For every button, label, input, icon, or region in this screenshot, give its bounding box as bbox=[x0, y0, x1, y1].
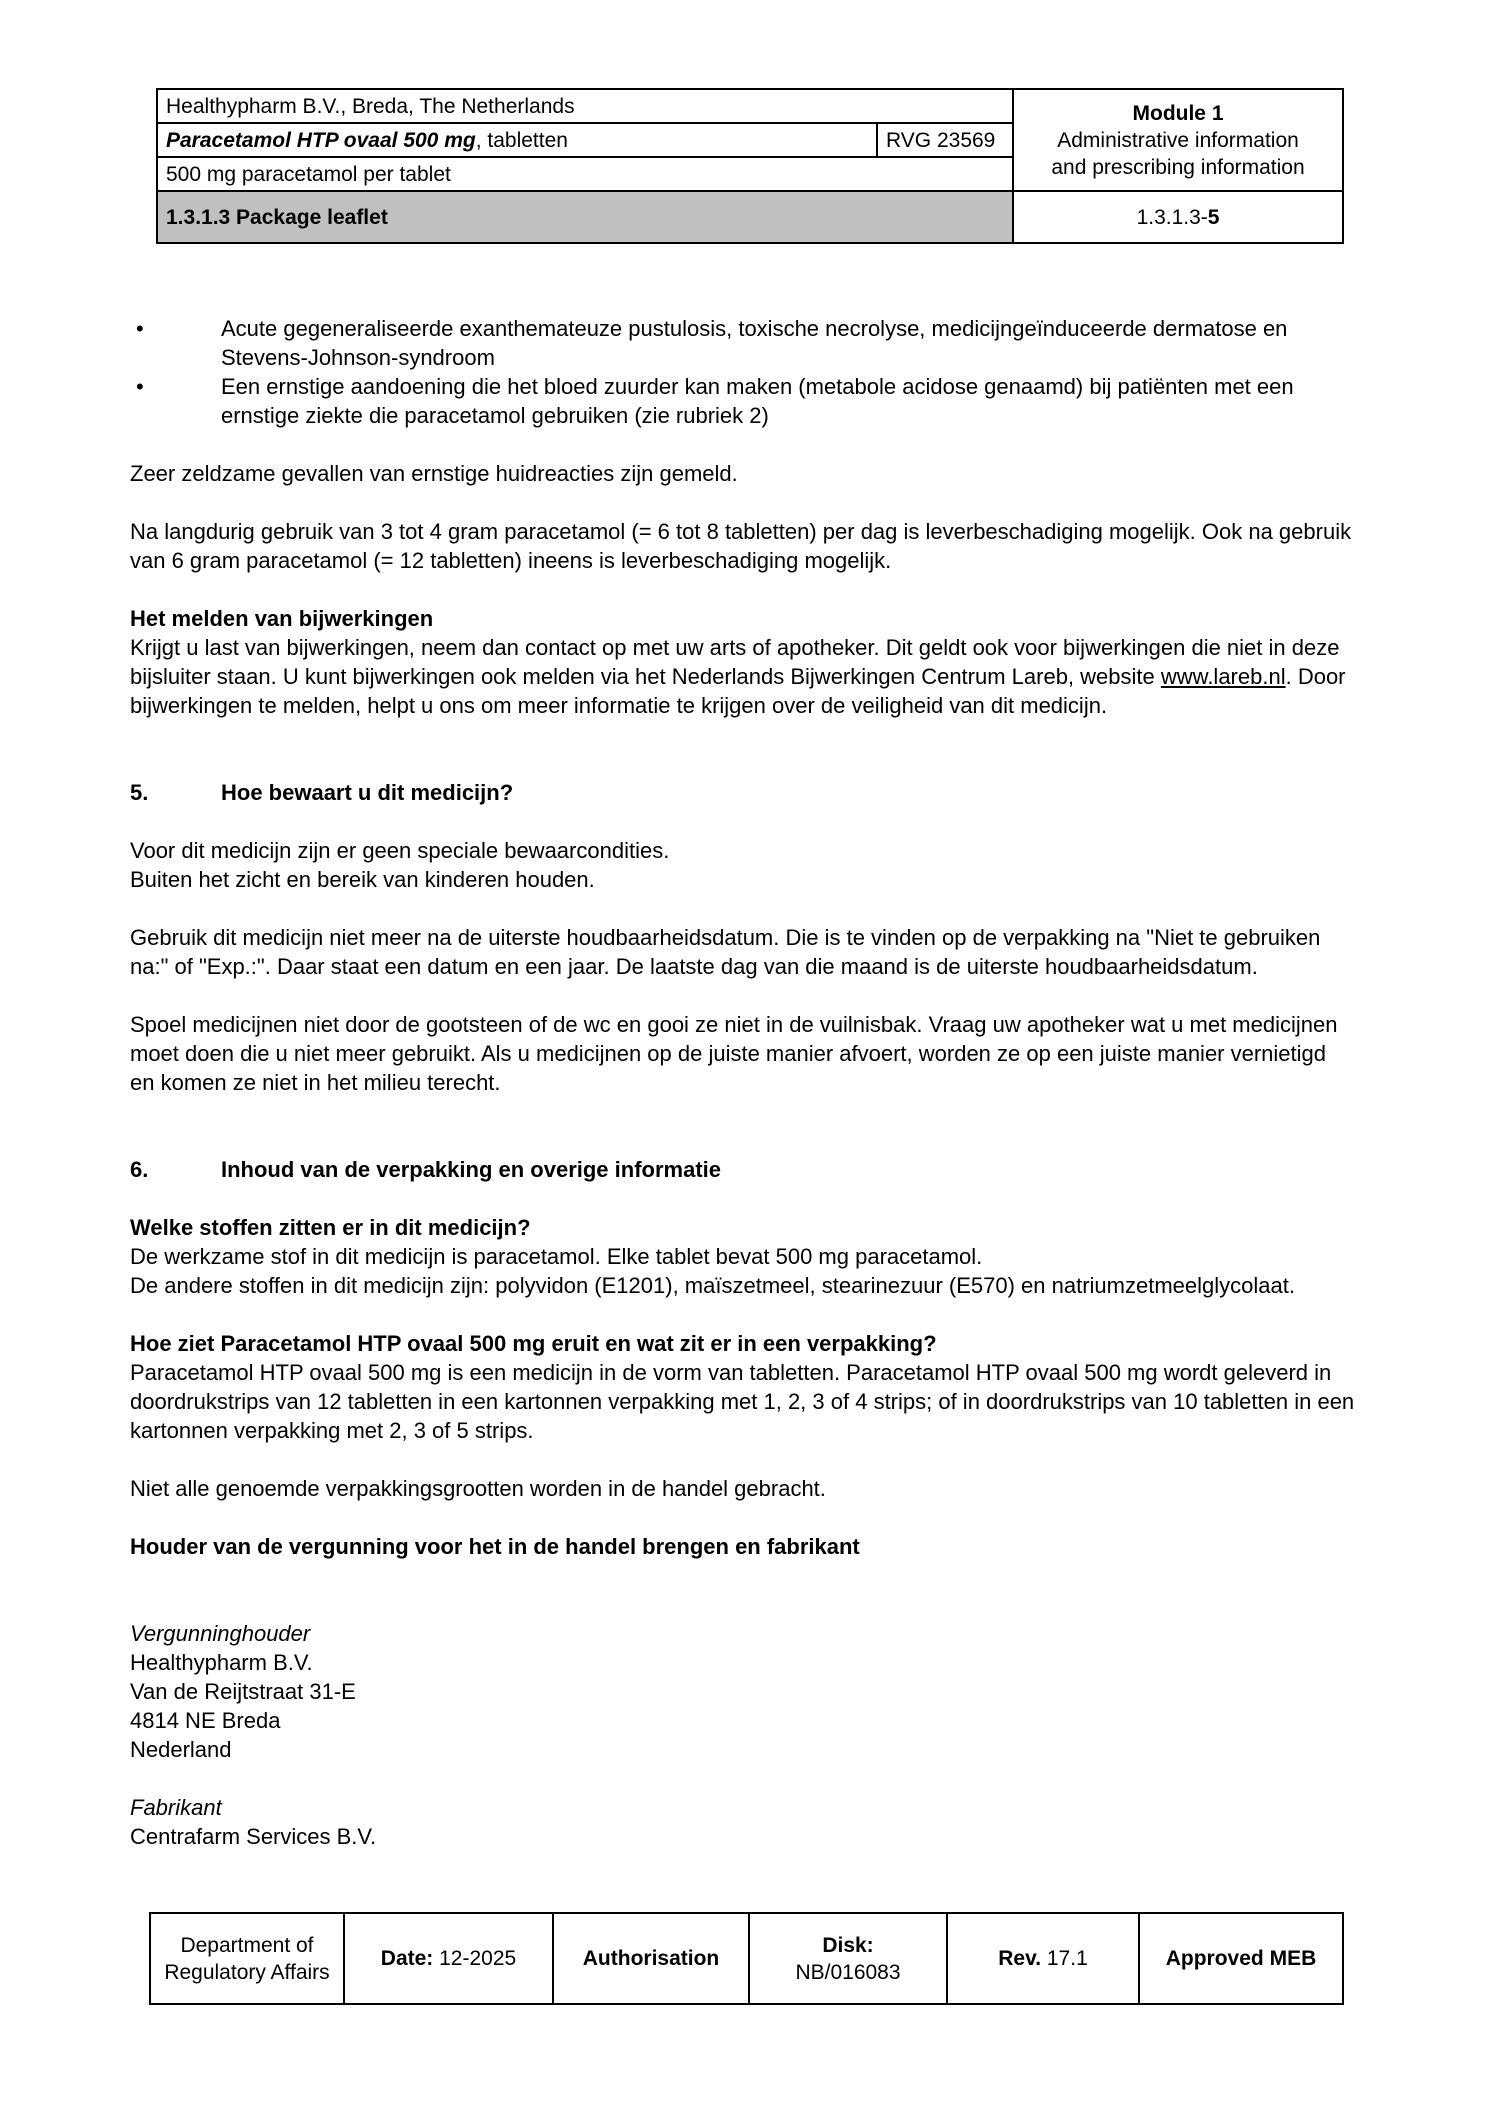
leaflet-title-cell bbox=[157, 191, 1013, 243]
storage-line-2: Buiten het zicht en bereik van kinderen houden. bbox=[130, 867, 595, 892]
heading-vergunninghouder: Vergunninghouder bbox=[130, 1621, 311, 1646]
company-name: Healthypharm B.V., Breda, The Netherlands bbox=[166, 94, 575, 118]
heading-ingredients: Welke stoffen zitten er in dit medicijn? bbox=[130, 1215, 531, 1240]
heading-marketing-authorisation: Houder van de vergunning voor het in de handel brengen en fabrikant bbox=[130, 1534, 860, 1559]
section-5-heading bbox=[130, 778, 1355, 807]
paragraph-pack-sizes: Niet alle genoemde verpakkingsgrootten worden in de handel gebracht. bbox=[130, 1476, 826, 1501]
storage-line-1: Voor dit medicijn zijn er geen speciale bewaarcondities. bbox=[130, 838, 670, 863]
bullet-icon: • bbox=[136, 316, 144, 341]
ingredients-line-1: De werkzame stof in dit medicijn is paracetamol. Elke tablet bevat 500 mg paracetamol. bbox=[130, 1244, 983, 1269]
footer-disk-value: NB/016083 bbox=[795, 1960, 901, 1984]
ingredients-line-2: De andere stoffen in dit medicijn zijn: polyvidon (E1201), maïszetmeel, stearinezuur (E570) en natriumzetmeelglycolaat. bbox=[130, 1273, 1295, 1298]
document-header-table bbox=[156, 88, 1344, 244]
ingredients-section bbox=[130, 1213, 1355, 1300]
section-5-title: Hoe bewaart u dit medicijn? bbox=[221, 780, 514, 805]
paragraph-liver-damage: Na langdurig gebruik van 3 tot 4 gram paracetamol (= 6 tot 8 tabletten) per dag is leverbeschadiging mogelijk. Ook na gebruik van 6 gram paracetamol (= 12 tabletten) ineens is leverbeschadiging mogelijk. bbox=[130, 519, 1352, 573]
footer-approved-label: Approved MEB bbox=[1165, 1947, 1317, 1970]
bullet-item bbox=[130, 314, 1355, 372]
bullet-item bbox=[130, 372, 1355, 430]
footer-approved-cell bbox=[1139, 1913, 1343, 2004]
document-footer-table bbox=[149, 1912, 1344, 2005]
footer-department-cell bbox=[150, 1913, 344, 2004]
leaflet-title: 1.3.1.3 Package leaflet bbox=[166, 205, 388, 229]
authorisation-holder-block bbox=[130, 1619, 1355, 1764]
footer-disk-cell bbox=[749, 1913, 947, 2004]
leaflet-body bbox=[130, 314, 1355, 1851]
footer-rev-label: Rev. bbox=[998, 1947, 1042, 1970]
heading-fabrikant: Fabrikant bbox=[130, 1795, 222, 1820]
page-code-suffix: 5 bbox=[1207, 205, 1220, 229]
manufacturer-name: Centrafarm Services B.V. bbox=[130, 1824, 377, 1849]
footer-date-cell bbox=[344, 1913, 553, 2004]
reporting-text-pre: Krijgt u last van bijwerkingen, neem dan contact op met uw arts of apotheker. Dit geldt ook voor bijwerkingen die niet in deze bijsluiter staan. U kunt bijwerkingen ook melden via het Nederlands Bijwerkingen Centrum Lareb, website bbox=[130, 635, 1340, 689]
product-name: Paracetamol HTP ovaal 500 mg bbox=[166, 128, 476, 152]
module-line1: Administrative information bbox=[1057, 128, 1299, 152]
holder-name: Healthypharm B.V. bbox=[130, 1650, 313, 1675]
footer-authorisation-label: Authorisation bbox=[582, 1947, 720, 1970]
appearance-section bbox=[130, 1329, 1355, 1445]
bullet-text-acidosis: Een ernstige aandoening die het bloed zuurder kan maken (metabole acidose genaamd) bij patiënten met een ernstige ziekte die paracetamol gebruiken (zie rubriek 2) bbox=[221, 374, 1294, 428]
section-6-title: Inhoud van de verpakking en overige informatie bbox=[221, 1157, 722, 1182]
page-code-cell bbox=[1013, 191, 1343, 243]
rvg-cell bbox=[877, 123, 1013, 157]
section-5-number: 5. bbox=[130, 780, 149, 805]
footer-authorisation-cell bbox=[553, 1913, 749, 2004]
paragraph-disposal: Spoel medicijnen niet door de gootsteen of de wc en gooi ze niet in de vuilnisbak. Vraag uw apotheker wat u met medicijnen moet doen die u niet meer gebruikt. Als u medicijnen op de juiste manier afvoert, worden ze op een juiste manier vernietigd en komen ze niet in het milieu terecht. bbox=[130, 1012, 1338, 1095]
dose-text: 500 mg paracetamol per tablet bbox=[166, 162, 451, 186]
module-line2: and prescribing information bbox=[1051, 155, 1305, 179]
footer-date-label: Date: bbox=[380, 1947, 434, 1970]
holder-country: Nederland bbox=[130, 1737, 232, 1762]
dose-cell bbox=[157, 157, 1013, 191]
heading-reporting: Het melden van bijwerkingen bbox=[130, 606, 434, 631]
storage-conditions bbox=[130, 836, 1355, 894]
paragraph-rare-cases: Zeer zeldzame gevallen van ernstige huidreacties zijn gemeld. bbox=[130, 461, 738, 486]
manufacturer-block bbox=[130, 1793, 1355, 1851]
paragraph-reporting bbox=[130, 633, 1355, 720]
bullet-text-pustulosis: Acute gegeneraliseerde exanthemateuze pustulosis, toxische necrolyse, medicijngeïnduceerde dermatose en Stevens-Johnson-syndroom bbox=[221, 316, 1288, 370]
paragraph-expiry-date: Gebruik dit medicijn niet meer na de uiterste houdbaarheidsdatum. Die is te vinden op de verpakking na "Niet te gebruiken na:" of "Exp.:". Daar staat een datum en een jaar. De laatste dag van die maand is de uiterste houdbaarheidsdatum. bbox=[130, 925, 1321, 979]
section-reporting-side-effects bbox=[130, 604, 1355, 720]
reporting-text-post: . Door bijwerkingen te melden, helpt u ons om meer informatie te krijgen over de veiligheid van dit medicijn. bbox=[130, 664, 1346, 718]
footer-rev-cell bbox=[947, 1913, 1139, 2004]
holder-street: Van de Reijtstraat 31-E bbox=[130, 1679, 356, 1704]
product-suffix: , tabletten bbox=[475, 128, 568, 152]
rvg-number: RVG 23569 bbox=[886, 128, 996, 152]
section-6-heading bbox=[130, 1155, 1355, 1184]
section-6-number: 6. bbox=[130, 1157, 149, 1182]
footer-date-value: 12-2025 bbox=[433, 1947, 517, 1970]
module-cell bbox=[1013, 89, 1343, 191]
company-cell bbox=[157, 89, 1013, 123]
paragraph-appearance: Paracetamol HTP ovaal 500 mg is een medicijn in de vorm van tabletten. Paracetamol HTP ovaal 500 mg wordt geleverd in doordrukstrips van 12 tabletten in een kartonnen verpakking met 1, 2, 3 of 4 strips; of in doordrukstrips van 10 tabletten in een kartonnen verpakking met 2, 3 of 5 strips. bbox=[130, 1360, 1355, 1443]
footer-department-line2: Regulatory Affairs bbox=[164, 1960, 330, 1984]
module-title: Module 1 bbox=[1132, 101, 1224, 125]
footer-department-line1: Department of bbox=[180, 1933, 314, 1957]
page-code-prefix: 1.3.1.3- bbox=[1136, 205, 1208, 229]
side-effects-bullet-list bbox=[130, 314, 1355, 430]
product-cell bbox=[157, 123, 877, 157]
heading-appearance: Hoe ziet Paracetamol HTP ovaal 500 mg eruit en wat zit er in een verpakking? bbox=[130, 1331, 937, 1356]
holder-city: 4814 NE Breda bbox=[130, 1708, 281, 1733]
footer-disk-label: Disk: bbox=[822, 1933, 874, 1957]
bullet-icon: • bbox=[136, 374, 144, 399]
footer-rev-value: 17.1 bbox=[1041, 1947, 1088, 1970]
lareb-link[interactable]: www.lareb.nl bbox=[1160, 664, 1286, 689]
